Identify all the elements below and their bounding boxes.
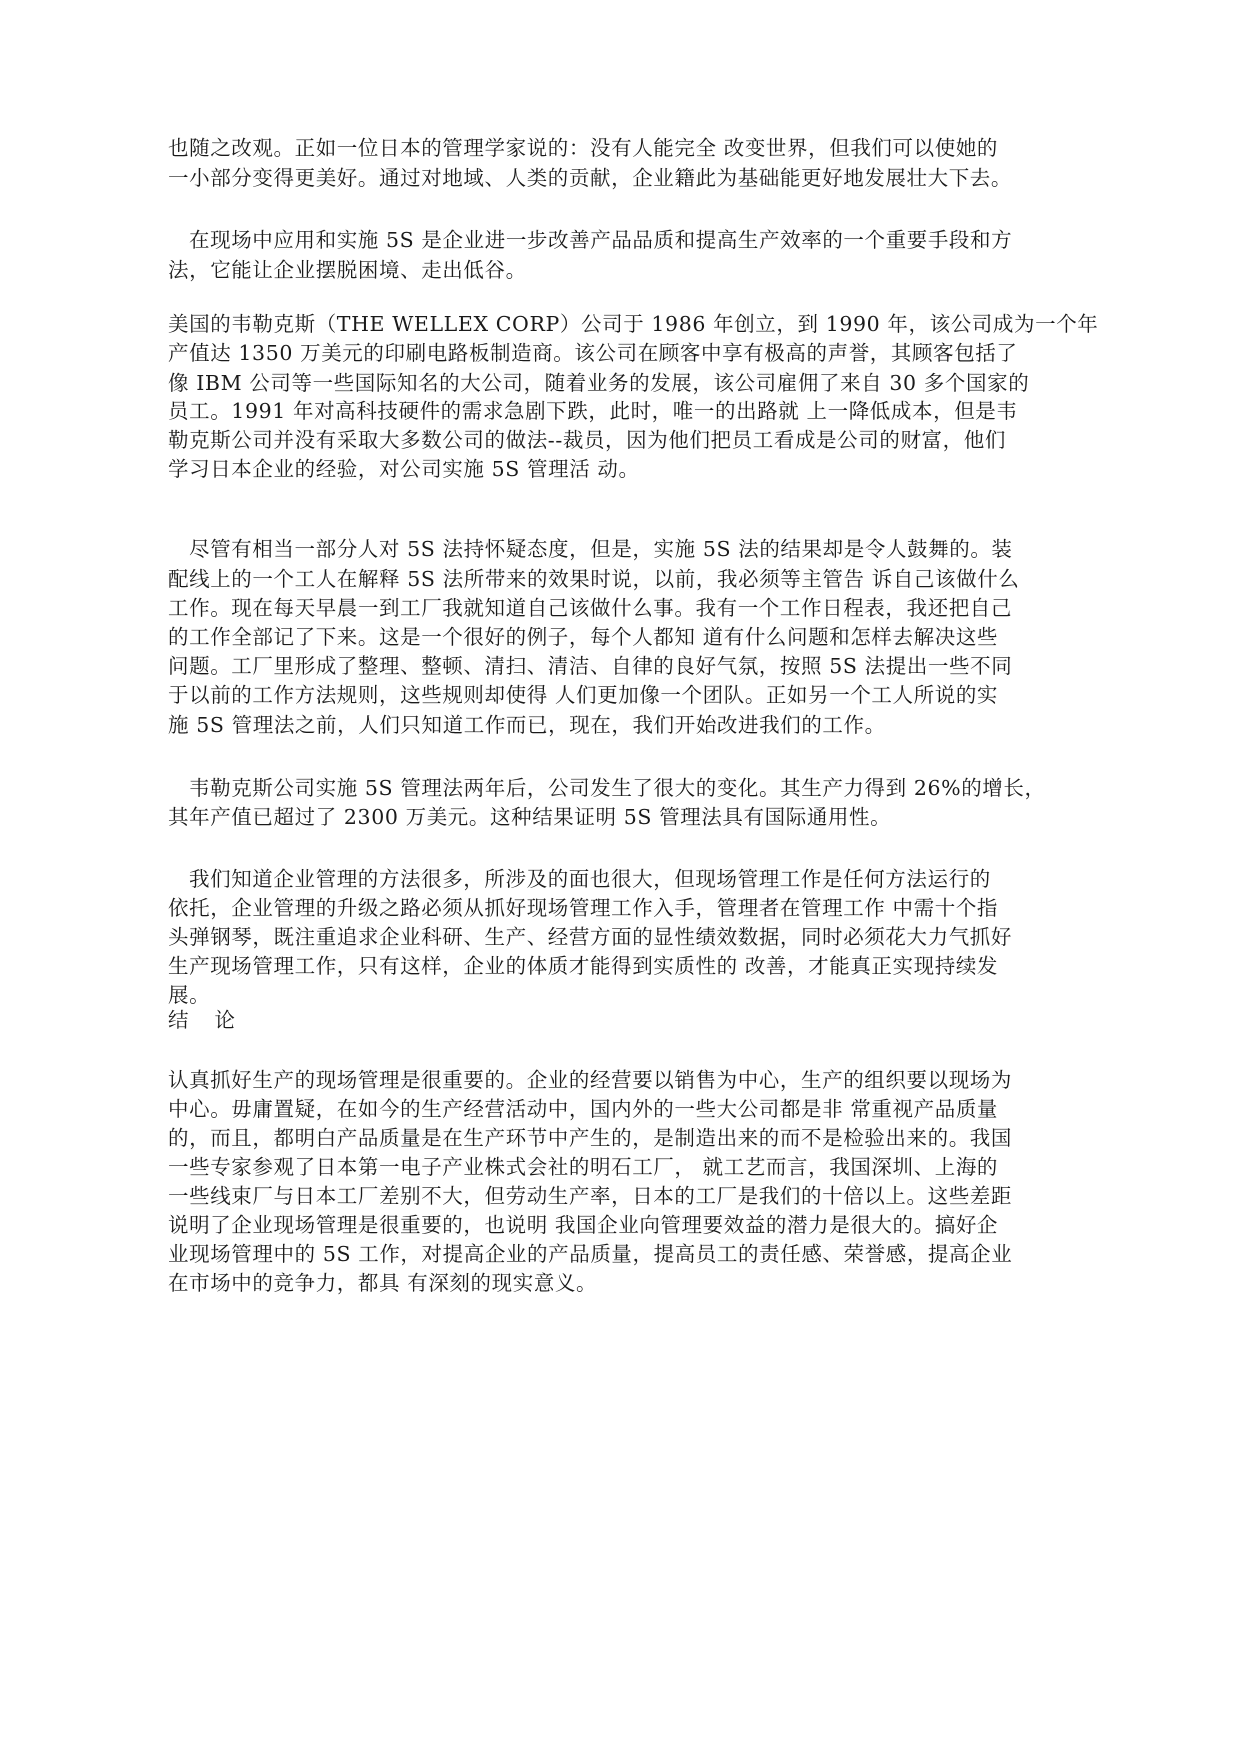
text-line: 员工。1991 年对高科技硬件的需求急剧下跌，此时，唯一的出路就 上一降低成本，但是韦	[168, 399, 1018, 423]
text-line: 一小部分变得更美好。通过对地域、人类的贡献，企业籍此为基础能更好地发展壮大下去。	[168, 166, 1012, 190]
text-line: 施 5S 管理法之前，人们只知道工作而已，现在，我们开始改进我们的工作。	[168, 713, 886, 737]
text-line: 配线上的一个工人在解释 5S 法所带来的效果时说，以前，我必须等主管告 诉自己该做什么	[168, 567, 1020, 591]
text-line: 其年产值已超过了 2300 万美元。这种结果证明 5S 管理法具有国际通用性。	[168, 805, 892, 829]
text-line: 学习日本企业的经验，对公司实施 5S 管理活 动。	[168, 457, 640, 481]
heading-char: 论	[214, 1008, 235, 1032]
text-line: 的工作全部记了下来。这是一个很好的例子，每个人都知 道有什么问题和怎样去解决这些	[168, 625, 999, 649]
text-line: 展。	[168, 983, 211, 1007]
text-line: 业现场管理中的 5S 工作，对提高企业的产品质量，提高员工的责任感、荣誉感，提高企业	[168, 1242, 1013, 1266]
text-line: 尽管有相当一部分人对 5S 法持怀疑态度，但是，实施 5S 法的结果却是令人鼓舞的。装	[189, 537, 1013, 561]
text-line: 我们知道企业管理的方法很多，所涉及的面也很大，但现场管理工作是任何方法运行的	[189, 867, 991, 891]
text-line: 依托，企业管理的升级之路必须从抓好现场管理工作入手，管理者在管理工作 中需十个指	[168, 896, 999, 920]
text-line: 也随之改观。正如一位日本的管理学家说的：没有人能完全 改变世界，但我们可以使她的	[168, 136, 999, 160]
text-line: 一些线束厂与日本工厂差别不大，但劳动生产率，日本的工厂是我们的十倍以上。这些差距	[168, 1184, 1012, 1208]
heading-char: 结	[168, 1008, 189, 1032]
text-line: 像 IBM 公司等一些国际知名的大公司，随着业务的发展，该公司雇佣了来自 30 多个国家的	[168, 371, 1030, 395]
text-line: 头弹钢琴，既注重追求企业科研、生产、经营方面的显性绩效数据，同时必须花大力气抓好	[168, 925, 1012, 949]
text-line: 问题。工厂里形成了整理、整顿、清扫、清洁、自律的良好气氛，按照 5S 法提出一些不同	[168, 654, 1013, 678]
text-line: 生产现场管理工作，只有这样，企业的体质才能得到实质性的 改善，才能真正实现持续发	[168, 954, 999, 978]
text-line: 于以前的工作方法规则，这些规则却使得 人们更加像一个团队。正如另一个工人所说的实	[168, 683, 999, 707]
text-line: 的，而且，都明白产品质量是在生产环节中产生的，是制造出来的而不是检验出来的。我国	[168, 1126, 1012, 1150]
section-heading	[168, 1005, 1068, 1035]
text-line: 产值达 1350 万美元的印刷电路板制造商。该公司在顾客中享有极高的声誉，其顾客包括了	[168, 341, 1018, 365]
text-line: 一些专家参观了日本第一电子产业株式会社的明石工厂， 就工艺而言，我国深圳、上海的	[168, 1155, 999, 1179]
text-line: 说明了企业现场管理是很重要的，也说明 我国企业向管理要效益的潜力是很大的。搞好企	[168, 1213, 999, 1237]
text-line: 中心。毋庸置疑，在如今的生产经营活动中，国内外的一些大公司都是非 常重视产品质量	[168, 1097, 999, 1121]
text-line: 认真抓好生产的现场管理是很重要的。企业的经营要以销售为中心，生产的组织要以现场为	[168, 1068, 1012, 1092]
text-line: 韦勒克斯公司实施 5S 管理法两年后，公司发生了很大的变化。其生产力得到 26%的增长，	[189, 776, 1046, 800]
text-line: 法，它能让企业摆脱困境、走出低谷。	[168, 258, 527, 282]
text-line: 美国的韦勒克斯（THE WELLEX CORP）公司于 1986 年创立，到 1990 年，该公司成为一个年	[168, 312, 1099, 336]
text-line: 勒克斯公司并没有采取大多数公司的做法--裁员，因为他们把员工看成是公司的财富，他们	[168, 428, 1006, 452]
text-line: 在现场中应用和实施 5S 是企业进一步改善产品品质和提高生产效率的一个重要手段和方	[189, 228, 1013, 252]
text-line: 在市场中的竞争力，都具 有深刻的现实意义。	[168, 1271, 598, 1295]
text-line: 工作。现在每天早晨一到工厂我就知道自己该做什么事。我有一个工作日程表，我还把自己	[168, 596, 1012, 620]
